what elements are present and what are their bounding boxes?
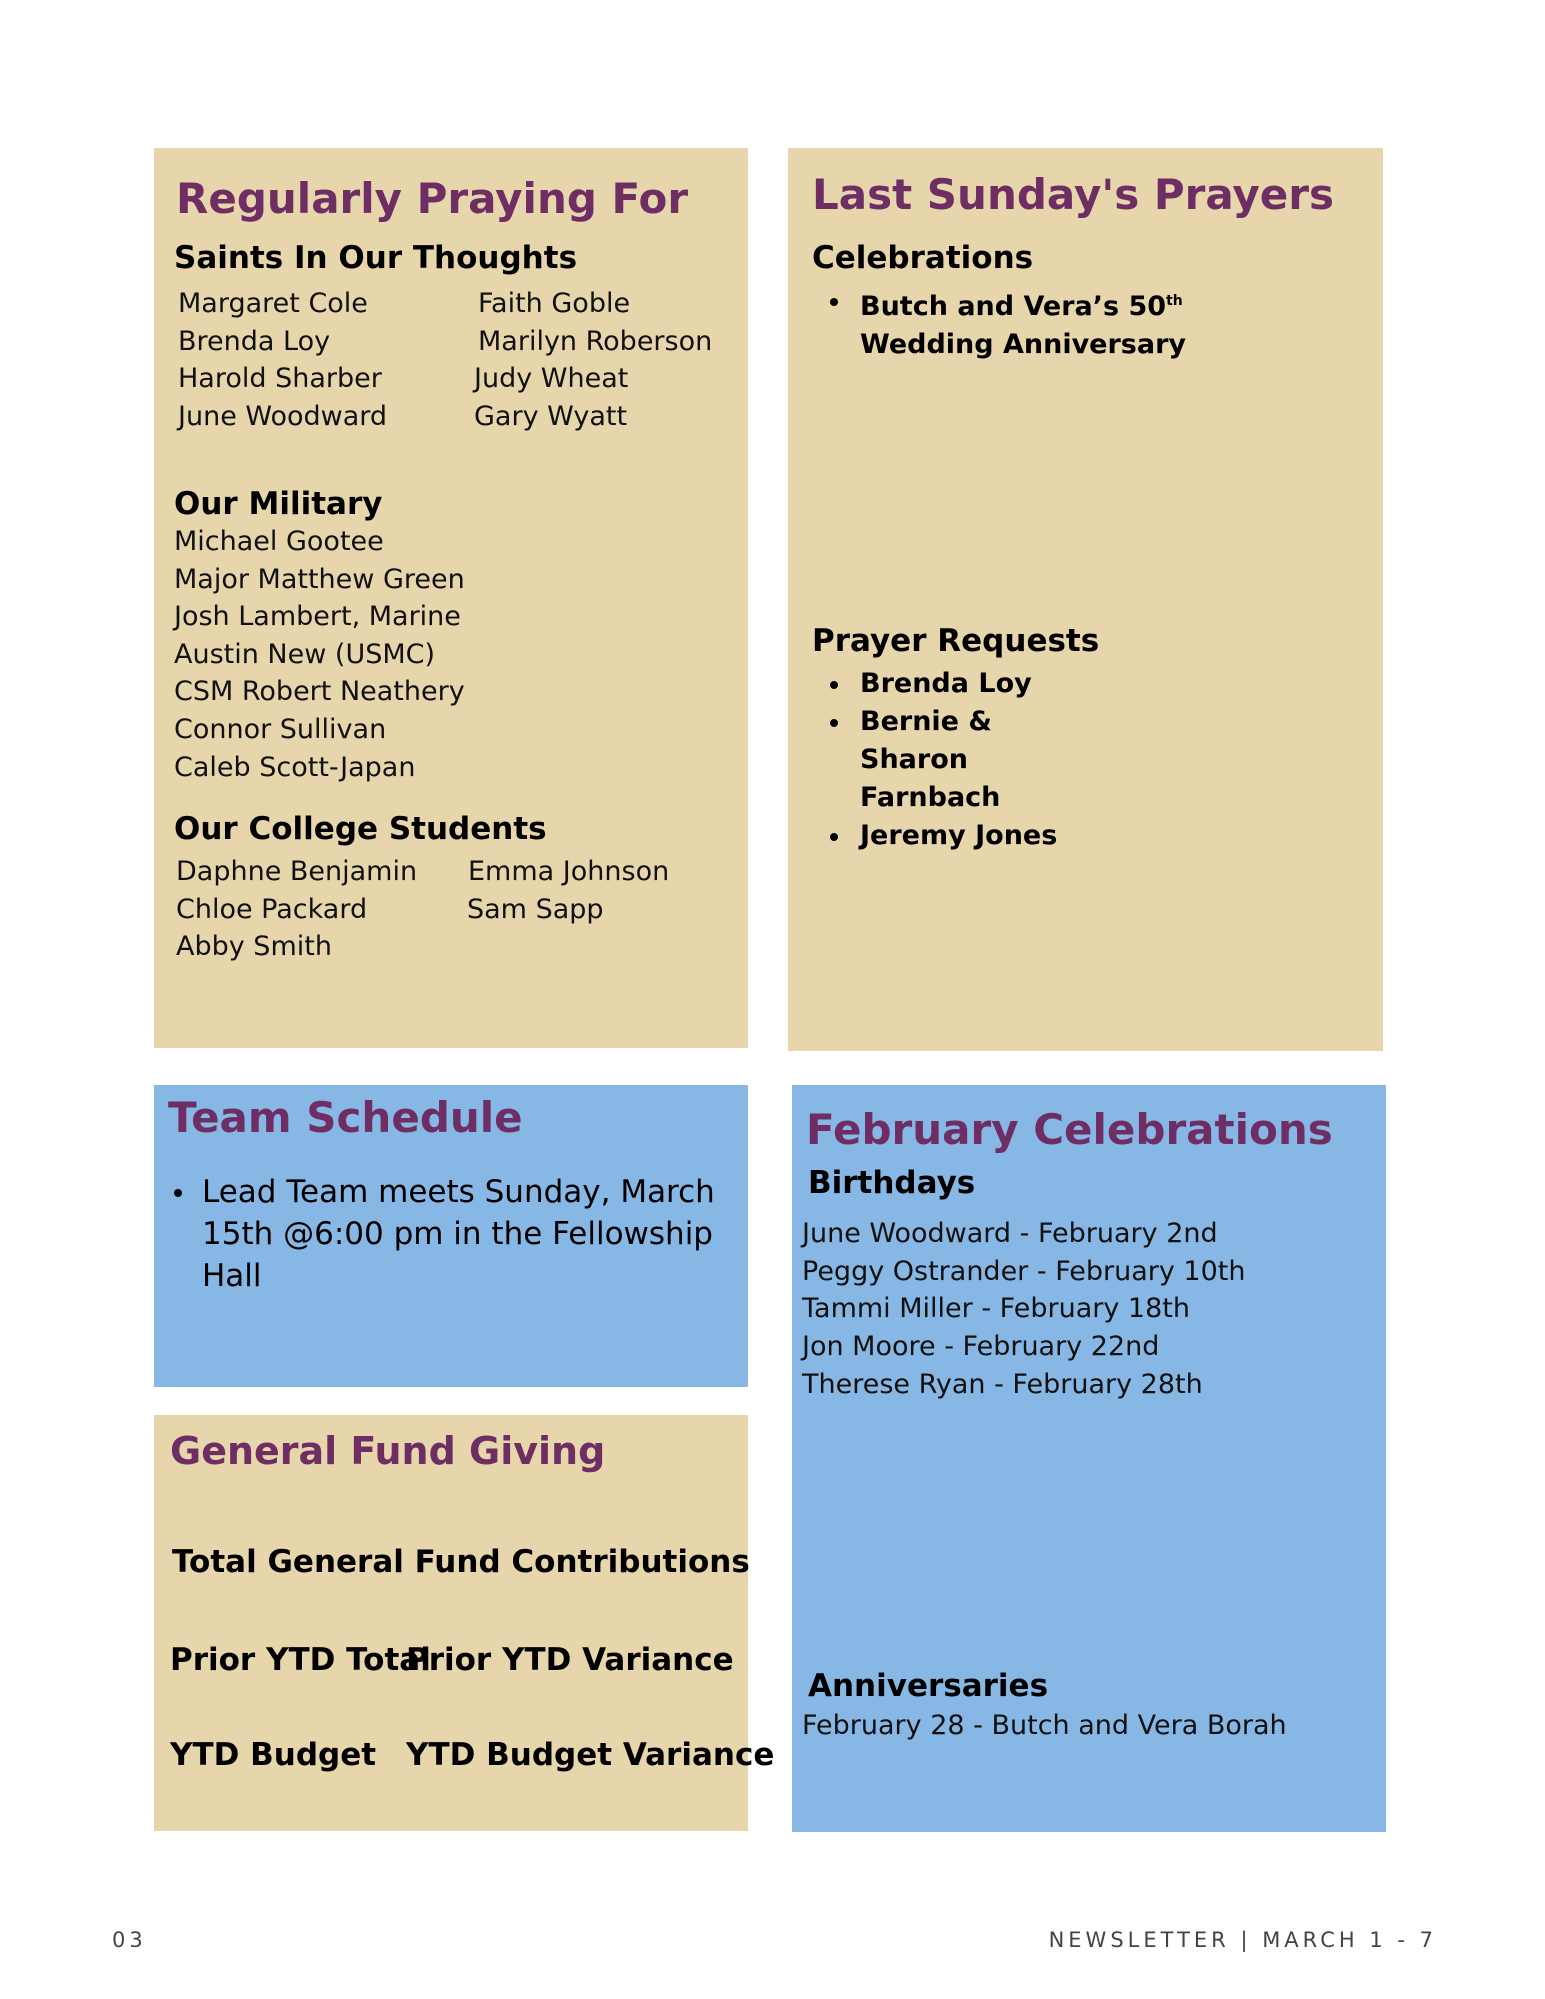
birthdays-heading: Birthdays bbox=[808, 1165, 976, 1201]
military-name: CSM Robert Neathery bbox=[174, 676, 465, 707]
saint-name: Harold Sharber bbox=[178, 363, 382, 394]
ytd-budget-label: YTD Budget bbox=[170, 1737, 377, 1773]
general-fund-panel bbox=[154, 1415, 775, 1831]
birthday-entry: Tammi Miller - February 18th bbox=[802, 1293, 1190, 1324]
military-name: Major Matthew Green bbox=[174, 564, 465, 595]
student-name: Abby Smith bbox=[176, 931, 332, 962]
military-name: Caleb Scott-Japan bbox=[174, 752, 416, 783]
list-item: Brenda Loy bbox=[814, 665, 1064, 703]
saint-name: Gary Wyatt bbox=[474, 401, 628, 432]
saint-name: Marilyn Roberson bbox=[478, 326, 713, 357]
panel-title: General Fund Giving bbox=[170, 1429, 606, 1473]
footer-label: NEWSLETTER | MARCH 1 - 7 bbox=[1048, 1928, 1437, 1952]
prayer-requests-heading: Prayer Requests bbox=[812, 623, 1100, 659]
regularly-praying-panel bbox=[154, 148, 748, 1048]
list-item bbox=[814, 282, 1314, 364]
february-celebrations-panel bbox=[792, 1085, 1386, 1832]
military-name: Michael Gootee bbox=[174, 526, 384, 557]
anniversary-entry: February 28 - Butch and Vera Borah bbox=[802, 1710, 1287, 1741]
military-name: Josh Lambert, Marine bbox=[174, 601, 461, 632]
military-name: Austin New (USMC) bbox=[174, 639, 436, 670]
student-name: Chloe Packard bbox=[176, 894, 368, 925]
list-item: Bernie & Sharon Farnbach bbox=[814, 703, 1064, 817]
student-name: Sam Sapp bbox=[467, 894, 604, 925]
military-name: Connor Sullivan bbox=[174, 714, 387, 745]
last-sunday-panel bbox=[788, 148, 1383, 1051]
panel-title: Regularly Praying For bbox=[176, 174, 689, 223]
ordinal-suffix: th bbox=[1166, 293, 1183, 309]
team-schedule-list bbox=[166, 1171, 726, 1297]
panel-title: Team Schedule bbox=[168, 1093, 523, 1142]
panel-title: Last Sunday's Prayers bbox=[812, 170, 1334, 219]
prayer-requests-list bbox=[814, 665, 1064, 855]
prior-ytd-variance-label: Prior YTD Variance bbox=[406, 1642, 734, 1678]
saint-name: Brenda Loy bbox=[178, 326, 331, 357]
birthday-entry: Therese Ryan - February 28th bbox=[802, 1369, 1203, 1400]
total-contributions-label: Total General Fund Contributions bbox=[172, 1544, 750, 1580]
military-heading: Our Military bbox=[174, 486, 383, 522]
list-item: Lead Team meets Sunday, March 15th @6:00 pm in the Fellowship Hall bbox=[166, 1171, 726, 1297]
celebration-text: Butch and Vera’s 50 bbox=[860, 291, 1167, 322]
saint-name: Judy Wheat bbox=[474, 363, 629, 394]
team-schedule-panel bbox=[154, 1085, 748, 1387]
college-heading: Our College Students bbox=[174, 811, 547, 847]
student-name: Emma Johnson bbox=[468, 856, 670, 887]
saint-name: Margaret Cole bbox=[178, 288, 368, 319]
celebrations-heading: Celebrations bbox=[812, 240, 1034, 276]
birthday-entry: June Woodward - February 2nd bbox=[802, 1218, 1218, 1249]
panel-title: February Celebrations bbox=[806, 1105, 1333, 1154]
celebrations-list bbox=[814, 282, 1314, 364]
saint-name: Faith Goble bbox=[478, 288, 631, 319]
birthday-entry: Jon Moore - February 22nd bbox=[802, 1331, 1160, 1362]
page-number: 03 bbox=[112, 1928, 147, 1952]
anniversaries-heading: Anniversaries bbox=[808, 1668, 1049, 1704]
list-item: Jeremy Jones bbox=[814, 817, 1064, 855]
saint-name: June Woodward bbox=[178, 401, 388, 432]
birthday-entry: Peggy Ostrander - February 10th bbox=[802, 1256, 1246, 1287]
student-name: Daphne Benjamin bbox=[176, 856, 418, 887]
saints-heading: Saints In Our Thoughts bbox=[174, 240, 578, 276]
prior-ytd-total-label: Prior YTD Total bbox=[170, 1642, 431, 1678]
ytd-budget-variance-label: YTD Budget Variance bbox=[406, 1737, 775, 1773]
celebration-text: Wedding Anniversary bbox=[860, 329, 1187, 360]
